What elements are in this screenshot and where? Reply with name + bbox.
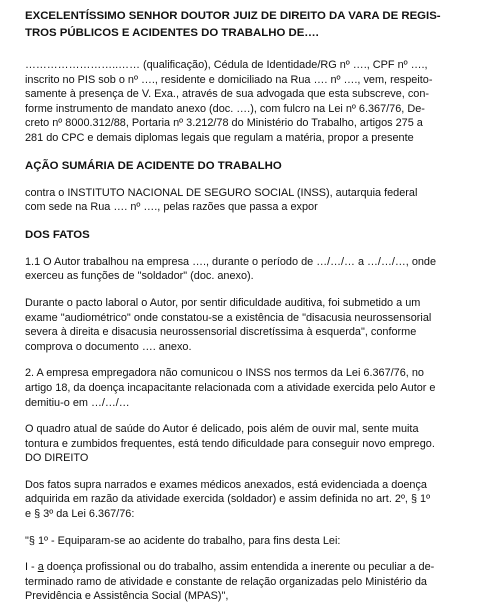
paragraph-line: e § 3º da Lei 6.367/76: [25,508,135,521]
underlined-letter: a [37,561,44,574]
paragraph-line: Previdência e Assistência Social (MPAS)", [25,590,229,603]
paragraph-line: 1.1 O Autor trabalhou na empresa …., durante o período de …/…/… a …/…/…, onde [25,255,437,268]
paragraph-line: "§ 1º - Equiparam-se ao acidente do trabalho, para fins desta Lei: [25,534,341,547]
plaintiff-qualification-paragraph [25,58,480,146]
defendant-paragraph [25,186,480,215]
action-title: AÇÃO SUMÁRIA DE ACIDENTE DO TRABALHO [25,159,282,172]
item-text: doença profissional ou do trabalho, assim entendida a inerente ou peculiar a de- [43,561,435,574]
paragraph-line: com sede na Rua …. nº …., pelas razões que passa a expor [25,201,318,214]
law-item-paragraph [25,560,480,604]
health-condition-paragraph [25,422,480,466]
paragraph-line: artigo 18, da doença incapacitante relacionada com a atividade exercida pelo Autor e [25,381,436,394]
paragraph-line: O quadro atual de saúde do Autor é delicado, pois além de ouvir mal, sente muita [25,423,419,436]
paragraph-line: inscrito no PIS sob o nº …., residente e domiciliado na Rua …. nº …., vem, respeito- [25,73,433,86]
paragraph-line: samente à presença de V. Exa., através de sua advogada que esta subscreve, con- [25,88,430,101]
law-paragraph [25,478,480,522]
facts-section-title: DOS FATOS [25,228,90,241]
heading-line: EXCELENTÍSSIMO SENHOR DOUTOR JUIZ DE DIREITO DA VARA DE REGIS- [25,10,441,22]
paragraph-line: creto nº 8000.312/88, Portaria nº 3.212/78 do Ministério do Trabalho, artigos 275 a [25,117,423,130]
paragraph-line: contra o INSTITUTO NACIONAL DE SEGURO SOCIAL (INSS), autarquia federal [25,186,418,199]
document-page [25,8,480,604]
paragraph-line: Durante o pacto laboral o Autor, por sentir dificuldade auditiva, foi submetido a um [25,296,421,309]
paragraph-line: Dos fatos supra narrados e exames médicos anexados, está evidenciada a doença [25,478,427,491]
law-section-title: DO DIREITO [25,452,89,465]
law-citation-paragraph [25,534,480,549]
paragraph-line [25,560,480,575]
facts-paragraph-2 [25,296,480,354]
paragraph-line: 281 do CPC e demais diplomas legais que regulam a matéria, propor a presente [25,131,414,144]
paragraph-line: exerceu as funções de "soldador" (doc. anexo). [25,270,254,283]
paragraph-line: forme instrumento de mandato anexo (doc. ….), com fulcro na Lei nº 6.367/76, De- [25,102,425,115]
paragraph-line: demitiu-o em …/…/… [25,396,130,409]
facts-paragraph-1 [25,255,480,284]
paragraph-line: adquirida em razão da atividade exercida (soldador) e assim definida no art. 2º, § 1º [25,493,431,506]
paragraph-line: 2. A empresa empregadora não comunicou o INSS nos termos da Lei 6.367/76, no [25,367,424,380]
paragraph-line: exame "audiométrico" onde constatou-se a existência de "disacusia neurossensorial [25,311,432,324]
paragraph-line: comprova o documento …. anexo. [25,340,192,353]
paragraph-line: tontura e zumbidos frequentes, está tendo dificuldade para conseguir novo emprego. [25,437,435,450]
heading-line: TROS PÚBLICOS E ACIDENTES DO TRABALHO DE…. [25,27,319,39]
item-prefix: I - [25,561,38,574]
paragraph-line: terminado ramo de atividade e constante de relação organizadas pelo Ministério da [25,575,427,588]
court-address-heading [25,8,480,42]
paragraph-line: severa à direita e disacusia neurossensorial discretíssima à esquerda", conforme [25,326,417,339]
paragraph-line: ……………………..…… (qualificação), Cédula de Identidade/RG nº …., CPF nº …., [25,59,428,71]
facts-paragraph-3 [25,366,480,410]
